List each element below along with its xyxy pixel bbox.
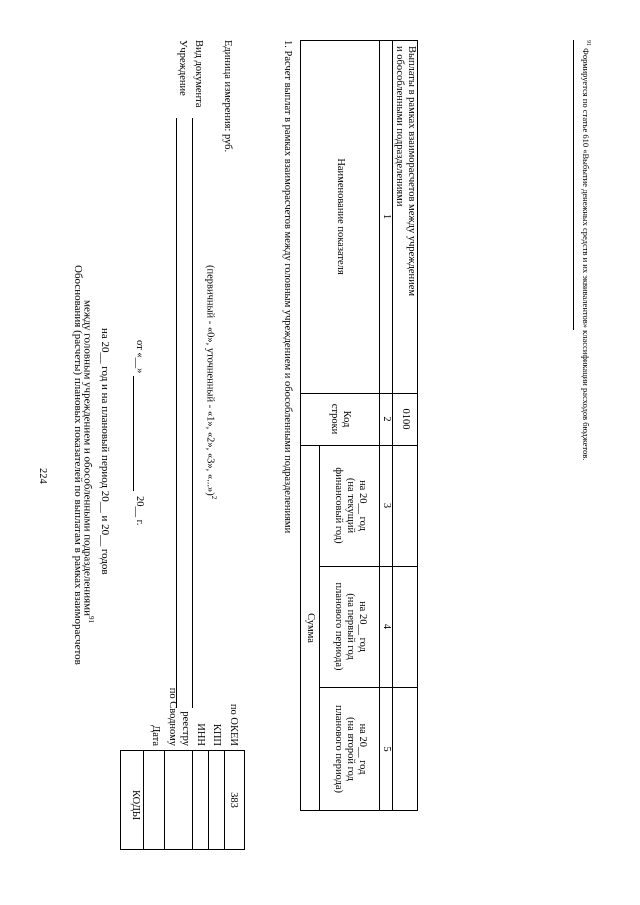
- title-line-2: [81, 300, 97, 623]
- title-line-2-text: между головным учреждением и обособленными подразделениями: [81, 300, 94, 616]
- section-title: 1. Расчет выплат в рамках взаиморасчетов между головным учреждением и обособленными подразделениями: [282, 40, 293, 534]
- codes-header-divider: [143, 750, 144, 850]
- unit-label: Единица измерения: руб.: [222, 40, 233, 153]
- header-col5-line2: (на второй год: [345, 717, 356, 781]
- colnum-5: 5: [381, 746, 393, 752]
- codes-row-divider-1: [164, 750, 165, 850]
- colnum-2: 2: [381, 416, 393, 422]
- codes-row-divider-4: [224, 750, 225, 850]
- institution-label: Учреждение: [177, 40, 188, 96]
- date-suffix: 20__ г.: [134, 496, 145, 526]
- date-prefix: от «__»: [134, 340, 145, 374]
- date-underline[interactable]: [133, 376, 134, 491]
- title-line-1: Обоснования (расчеты) плановых показателей по выплатам в рамках взаиморасчетов: [72, 265, 84, 665]
- footnote-separator: [573, 40, 574, 330]
- colnum-4: 4: [381, 623, 393, 630]
- doc-type-hint-text: (первичный - «0», уточненный - «1», «2», «3», «...»): [204, 265, 216, 496]
- row-name-line2: и обособленными подразделениями: [394, 46, 406, 207]
- header-col4-line2: (на первый год: [345, 593, 356, 660]
- codes-label-kpp: КПП: [211, 723, 222, 746]
- header-col3-line1: на 20__ год: [357, 480, 368, 531]
- row-code: 0100: [400, 408, 412, 430]
- header-sum: Сумма: [305, 613, 316, 643]
- codes-label-inn: ИНН: [195, 723, 206, 746]
- header-col4-line3: планового периода): [333, 582, 344, 671]
- footnote-mark: 91: [585, 40, 591, 46]
- header-col5: [320, 687, 380, 811]
- codes-block: [120, 620, 245, 850]
- codes-row-divider-3: [208, 750, 209, 850]
- colnum-3: 3: [381, 502, 393, 509]
- header-col3-line2: (на текущий: [345, 477, 356, 534]
- row-value-col5[interactable]: [393, 687, 418, 811]
- codes-label-registry: по Сводному: [167, 687, 178, 746]
- page-number: 224: [37, 468, 48, 484]
- doc-type-field-line[interactable]: [192, 118, 193, 708]
- table-row: [393, 40, 418, 393]
- footnote: [580, 40, 594, 460]
- header-col5-line3: планового периода): [333, 704, 344, 794]
- header-col4: [320, 566, 380, 687]
- row-value-col4[interactable]: [393, 566, 418, 687]
- codes-row-divider-2: [192, 750, 193, 850]
- doc-type-hint: [204, 265, 221, 499]
- row-name-line1: Выплаты в рамках взаиморасчетов между учреждением: [406, 46, 418, 297]
- codes-value-okei: 383: [228, 792, 239, 808]
- header-code: Код строки: [329, 403, 352, 435]
- header-col4-line1: на 20__ год: [357, 601, 368, 652]
- indicators-table: [300, 40, 418, 811]
- doc-type-hint-mark: 2: [210, 495, 218, 500]
- codes-label-okei: по ОКЕИ: [228, 703, 239, 746]
- footnote-text: Формируется по статье 610 «Выбытие денежных средств и их эквивалентов» классификации расходов бюджетов.: [581, 48, 592, 461]
- header-col3: [320, 445, 380, 566]
- header-col5-line1: на 20__ год: [357, 723, 368, 775]
- title-footnote-mark: 91: [87, 616, 95, 623]
- header-name: Наименование показателя: [335, 158, 346, 275]
- codes-header: КОДЫ: [130, 789, 141, 821]
- title-line-3: на 20__ год и на плановый период 20__ и 20__ годов: [99, 328, 111, 575]
- header-col3-line3: финансовый год): [333, 467, 344, 544]
- institution-field-line[interactable]: [176, 118, 177, 708]
- colnum-1: 1: [381, 213, 393, 220]
- row-value-col3[interactable]: [393, 445, 418, 566]
- codes-label-registry-2: реестру: [180, 711, 191, 746]
- codes-label-date: Дата: [150, 725, 161, 746]
- doc-type-label: Вид документа: [193, 40, 204, 108]
